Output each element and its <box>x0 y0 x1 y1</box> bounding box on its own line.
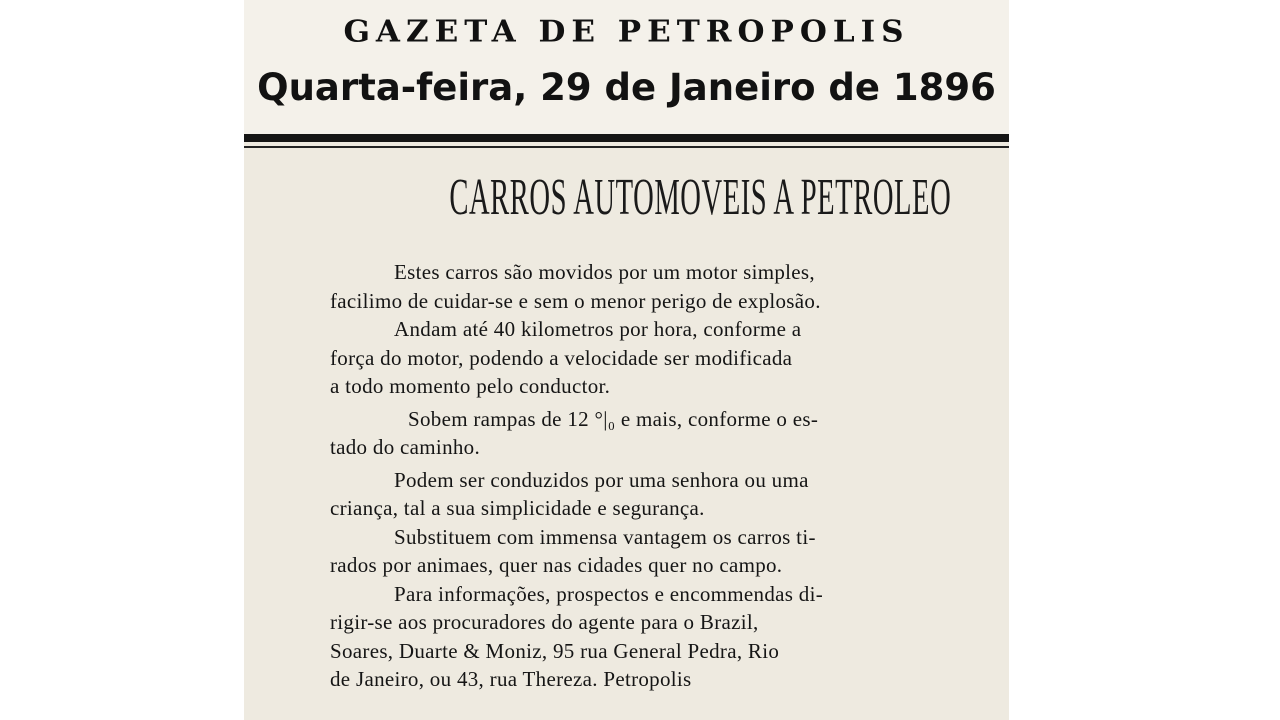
article-line: Soares, Duarte & Moniz, 95 rua General Pedra, Rio <box>330 638 780 663</box>
masthead <box>244 0 1009 136</box>
article-body <box>330 258 910 694</box>
article-headline <box>244 168 1009 227</box>
newspaper-clipping <box>244 0 1009 720</box>
headline-text: CARROS AUTOMOVEIS A PETROLEO <box>449 169 952 226</box>
article-line: criança, tal a sua simplicidade e segurança. <box>330 496 705 520</box>
article-line: tado do caminho. <box>330 435 481 459</box>
masthead-rule-thin <box>244 146 1009 148</box>
article-line: Substituem com immensa vantagem os carros ti- <box>394 524 816 549</box>
article-line: rados por animaes, quer nas cidades quer no campo. <box>330 553 783 577</box>
newspaper-title: GAZETA DE PETROPOLIS <box>343 14 910 50</box>
article-line: força do motor, podendo a velocidade ser modificada <box>330 345 793 370</box>
issue-date: Quarta-feira, 29 de Janeiro de 1896 <box>257 66 996 109</box>
article-line: Podem ser conduzidos por uma senhora ou uma <box>394 467 809 492</box>
article-line: a todo momento pelo conductor. <box>330 374 611 398</box>
masthead-rule-thick <box>244 134 1009 142</box>
article-line: rigir-se aos procuradores do agente para o Brazil, <box>330 610 759 634</box>
article-line: facilimo de cuidar-se e sem o menor perigo de explosão. <box>330 288 821 313</box>
article-line: Sobem rampas de 12 °|₀ e mais, conforme o es- <box>408 406 819 431</box>
article-line: de Janeiro, ou 43, rua Thereza. Petropolis <box>330 667 692 691</box>
article-line: Estes carros são movidos por um motor simples, <box>394 260 815 284</box>
article-line: Andam até 40 kilometros por hora, conforme a <box>394 317 802 341</box>
article-line: Para informações, prospectos e encommendas di- <box>394 581 823 606</box>
